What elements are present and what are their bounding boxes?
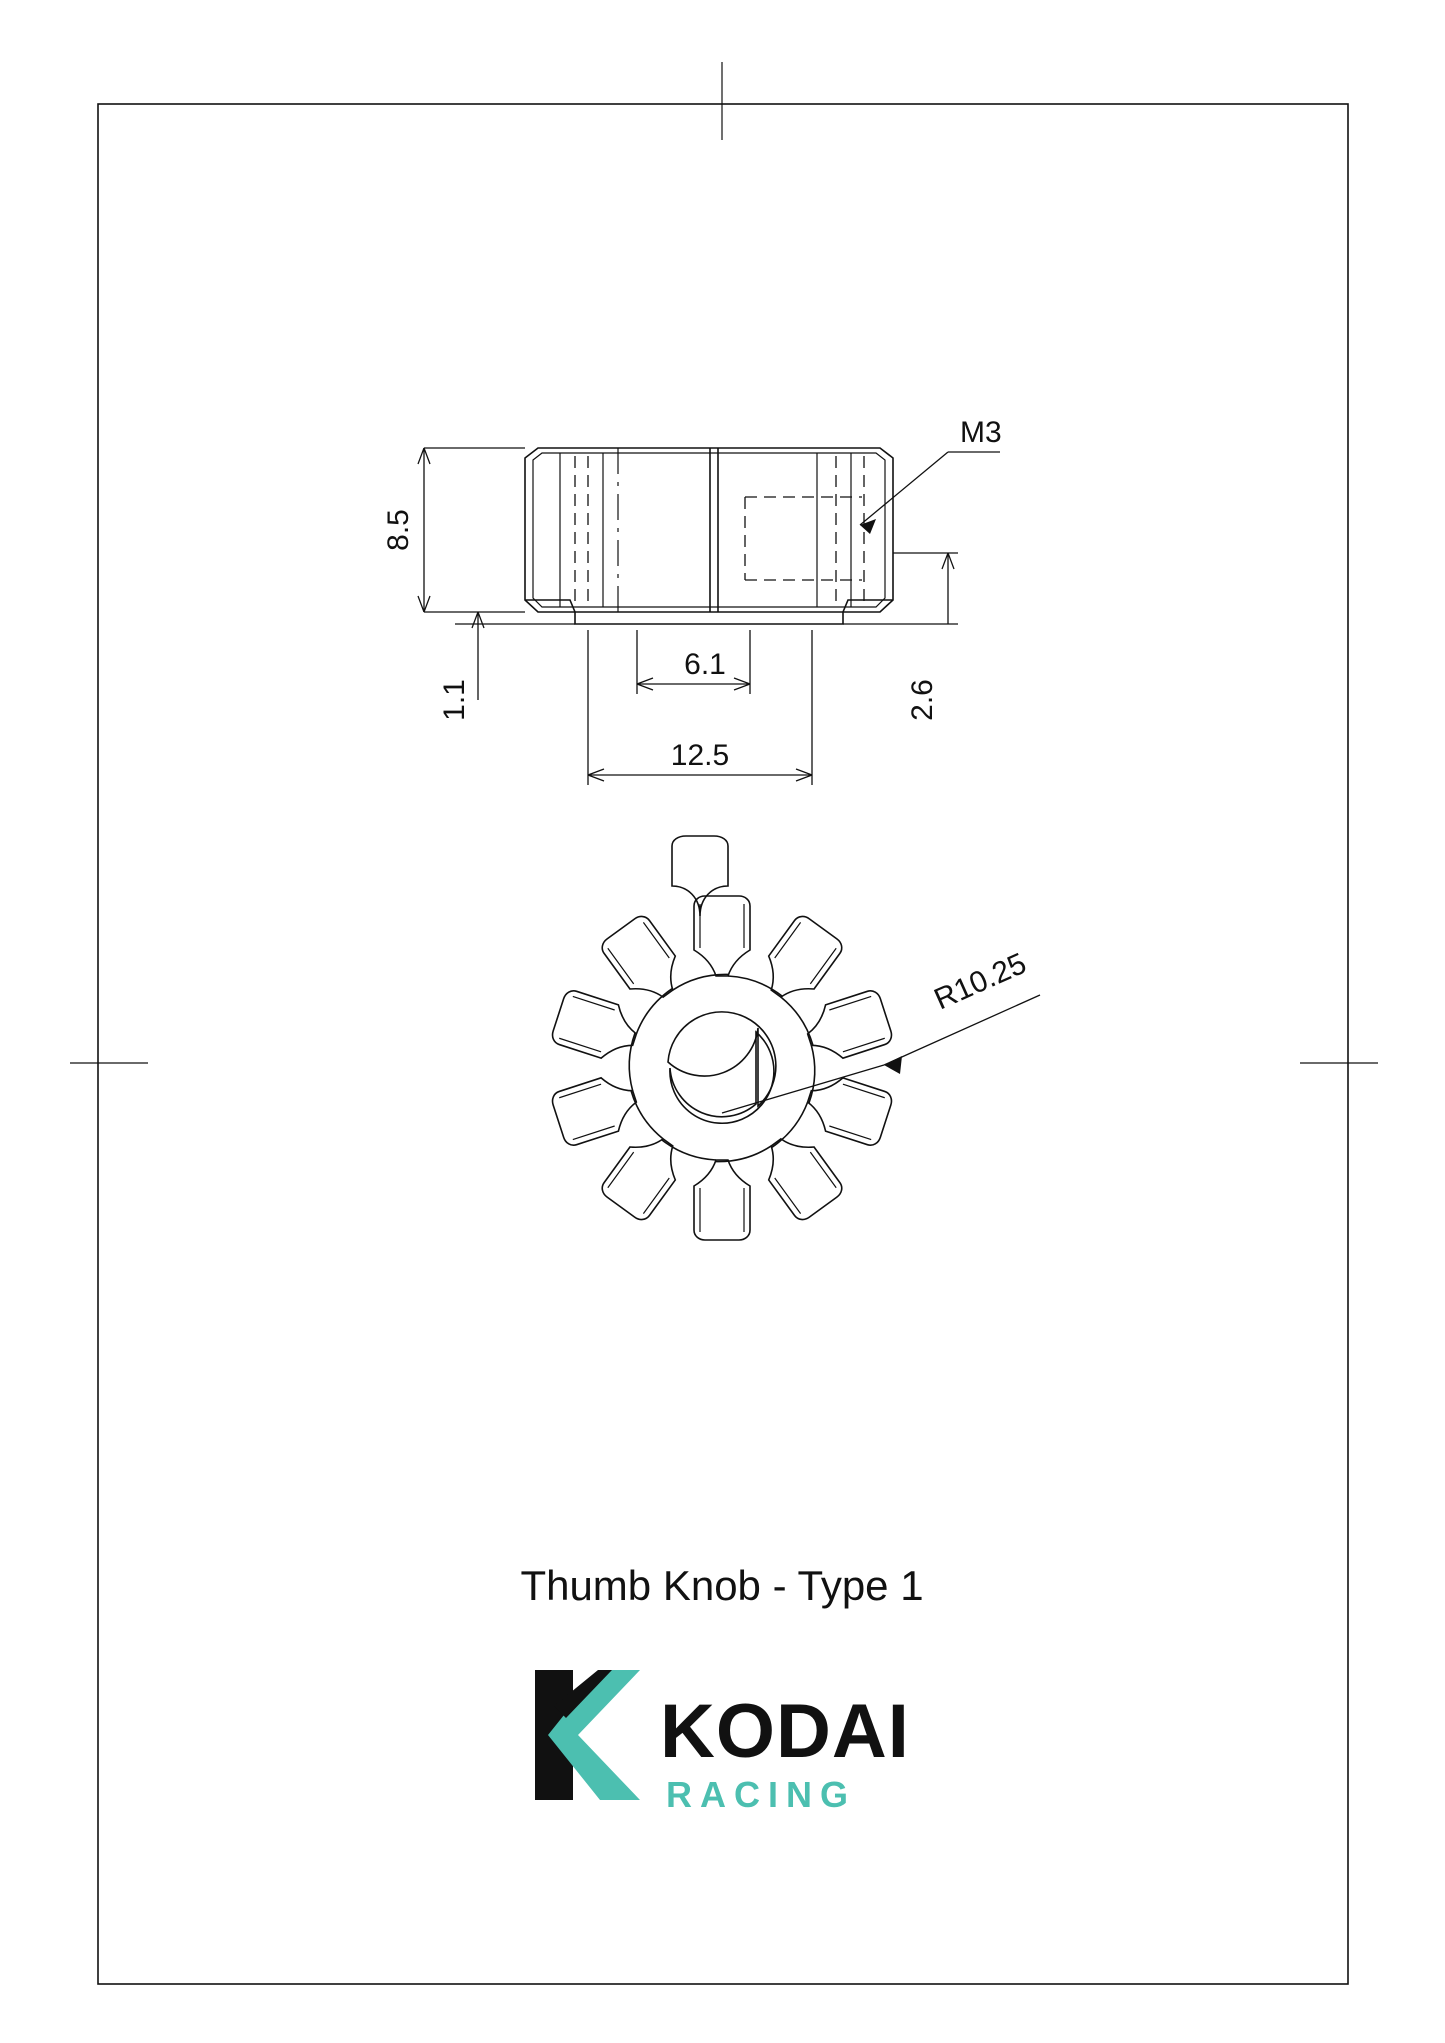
front-elevation-view <box>382 416 1002 785</box>
lobe-tooth-3-knurl <box>829 996 884 1051</box>
valley-arc-4 <box>772 1096 808 1154</box>
lobe-tooth-6 <box>694 1160 750 1240</box>
dim-8-5-arrow-bot-b <box>424 596 430 612</box>
dim-8-5-arrow-bot-a <box>418 596 424 612</box>
dim-6-1-arrow-r-b <box>734 684 750 690</box>
knob-body-inner-outline <box>533 453 885 607</box>
m3-callout-text: M3 <box>960 416 1002 449</box>
knob-body-outline <box>525 448 893 612</box>
dim-1-1-arrow-a <box>472 612 478 628</box>
valley-arcs <box>616 958 828 1177</box>
m3-leader-arrow <box>860 519 876 534</box>
lobe-tooth-4-knurl <box>829 1084 884 1139</box>
lobe-tooth-9-knurl <box>559 996 614 1051</box>
lobe-tooth-5 <box>753 1126 845 1224</box>
valley-arc-9 <box>636 983 672 1041</box>
valley-arc-5 <box>716 1130 771 1178</box>
dim-1-1-arrow-b <box>478 612 484 628</box>
lobe-tooth-1 <box>694 896 750 976</box>
dim-12-5-arrow-r-b <box>796 775 812 781</box>
valley-arc-10 <box>673 958 728 1006</box>
dim-12-5-text: 12.5 <box>670 739 730 772</box>
kodai-k-logo <box>535 1670 640 1800</box>
logo-wordmark: KODAI <box>660 1689 910 1774</box>
dim-8-5-arrow-top-a <box>418 448 424 464</box>
logo-tagline: RACING <box>666 1774 856 1815</box>
m3-leader-line <box>860 452 948 525</box>
lobe-tooth-10 <box>598 912 690 1010</box>
dim-12-5-arrow-r-a <box>796 769 812 775</box>
dim-2-6-arrow-top-a <box>942 553 948 569</box>
dim-6-1-arrow-l-b <box>637 684 653 690</box>
valley-arc-2 <box>769 997 824 1045</box>
lobe-tooth-3 <box>801 988 894 1066</box>
r10-25-leader-arrow <box>884 1056 902 1074</box>
dim-12-5-arrow-l-a <box>588 769 604 775</box>
dim-8-5-text: 8.5 <box>382 509 415 551</box>
kodai-racing-logo <box>535 1670 910 1815</box>
lobe-tooth-8-knurl <box>559 1084 614 1139</box>
dim-8-5-arrow-top-b <box>424 448 430 464</box>
dim-6-1-text: 6.1 <box>684 648 726 681</box>
center-bore <box>668 1012 776 1106</box>
valley-arc-7 <box>619 1091 674 1139</box>
lobe-tooth-6-knurl <box>700 1188 744 1232</box>
lobe-tooth-1-knurl <box>700 904 744 948</box>
r10-25-callout-text: R10.25 <box>929 946 1032 1017</box>
dim-2-6-text: 2.6 <box>906 679 939 721</box>
dim-12-5-arrow-l-b <box>588 775 604 781</box>
dim-1-1-text: 1.1 <box>438 679 471 721</box>
lobe-tooth-8 <box>550 1070 643 1148</box>
page-title: Thumb Knob - Type 1 <box>520 1562 924 1609</box>
lobe-tooth-2 <box>753 912 845 1010</box>
knob-plan-outline <box>550 896 894 1240</box>
dim-6-1-arrow-l-a <box>637 678 653 684</box>
dim-2-6-arrow-top-b <box>948 553 954 569</box>
lobe-tooth-7 <box>598 1126 690 1224</box>
dim-6-1-arrow-r-a <box>734 678 750 684</box>
top-plan-view <box>550 836 1040 1240</box>
